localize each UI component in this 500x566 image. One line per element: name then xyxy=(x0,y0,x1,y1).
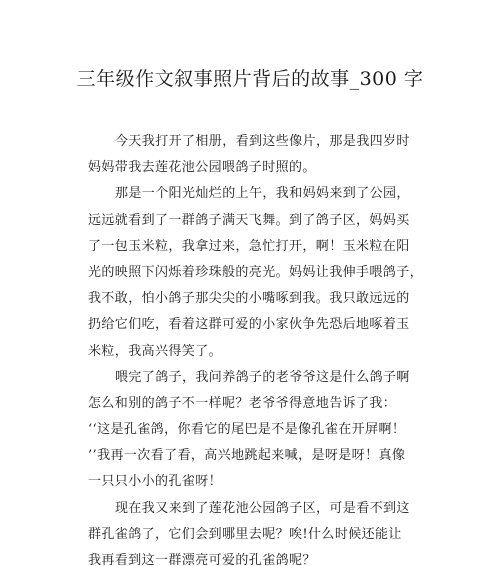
text-line: 远远就看到了一群鸽子满天飞舞。到了鸽子区，妈妈买 xyxy=(88,212,410,228)
text-line: 了一包玉米粒，我拿过来，急忙打开，啊！玉米粒在阳 xyxy=(88,238,410,254)
text-line: 我再看到这一群漂亮可爱的孔雀鸽呢？ xyxy=(88,553,316,566)
document-title: 三年级作文叙事照片背后的故事_300 字 xyxy=(76,68,424,90)
text-line: 妈妈带我去莲花池公园喂鸽子时照的。 xyxy=(88,160,316,176)
text-line: 那是一个阳光灿烂的上午，我和妈妈来到了公园， xyxy=(115,186,410,202)
text-line: 现在我又来到了莲花池公园鸽子区，可是看不到这 xyxy=(115,500,410,516)
text-line: 今天我打开了相册，看到这些像片，那是我四岁时 xyxy=(115,134,410,149)
text-line: 喂完了鸽子，我问养鸽子的老爷爷这是什么鸽子啊 xyxy=(115,369,410,385)
text-line: ‘‘这是孔雀鸽，你看它的尾巴是不是像孔雀在开屏啊！ xyxy=(88,422,406,438)
text-line: 光的映照下闪烁着珍珠般的亮光。妈妈让我伸手喂鸽子， xyxy=(88,264,424,280)
text-line: 我不敢，怕小鸽子那尖尖的小嘴啄到我。我只敢远远的 xyxy=(88,291,410,307)
text-line: 一只只小小的孔雀呀！ xyxy=(88,474,223,490)
text-line: ’’我再一次看了看，高兴地跳起来喊，是呀是呀！真像 xyxy=(88,448,406,464)
text-line: 扔给它们吃，看着这群可爱的小家伙争先恐后地啄着玉 xyxy=(88,317,410,333)
article-body xyxy=(88,129,428,566)
text-line: 怎么和别的鸽子不一样呢？老爷爷得意地告诉了我： xyxy=(88,395,397,411)
text-line: 群孔雀鸽了，它们会到哪里去呢？唉!什么时候还能让 xyxy=(88,526,402,542)
text-line: 米粒，我高兴得笑了。 xyxy=(88,343,223,359)
